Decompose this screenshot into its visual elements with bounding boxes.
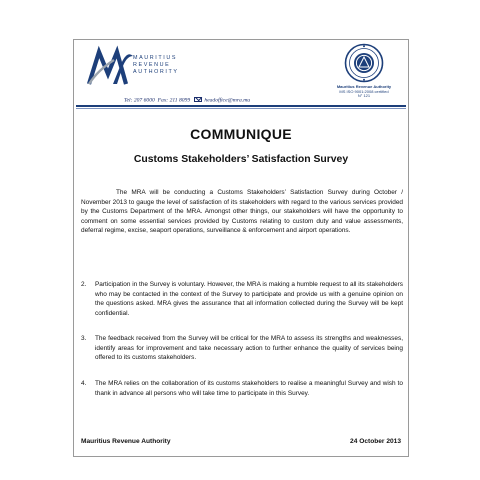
document-subtitle: Customs Stakeholders’ Satisfaction Survey [133,154,349,165]
logo-line-2: REVENUE [133,62,171,68]
document-page [73,39,409,457]
logo-text [133,55,179,76]
seal-caption-org: Mauritius Revenue Authority [336,84,392,89]
header-divider-thin [76,108,406,109]
iso-certification-seal-icon [344,43,384,83]
paragraph-text: The MRA relies on the collaboration of its customs stakeholders to realise a meaningful Survey and wish to thank in advance all persons who will take time to participate in this Survey. [95,380,403,397]
mra-logo-icon [86,44,134,88]
numbered-paragraph-2 [81,280,403,318]
paragraph-number: 2. [81,281,87,288]
document-heading: COMMUNIQUE [190,126,292,142]
logo-line-1: MAURITIUS [133,55,178,61]
seal-caption [329,85,399,99]
contact-email: headoffice@mra.mu [204,97,251,104]
contact-line [74,97,300,103]
mra-logo [86,44,186,90]
header-divider-thick [76,105,406,107]
paragraph-text: Participation in the Survey is voluntary. However, the MRA is making a humble request to all its stakeholders who may be contacted in the context of the Survey to participate and provide us with a genuine opinion on the questions asked. MRA gives the assurance that all information collected during the Survey will be kept confidential. [95,281,403,317]
logo-line-3: AUTHORITY [133,69,179,75]
numbered-paragraph-4 [81,379,403,398]
contact-fax: Fax: 211 8099 [157,97,191,104]
contact-tel: Tel: 207 6000 [123,97,155,104]
footer-date: 24 October 2013 [350,438,401,445]
seal-caption-number: N° 121 [357,93,371,99]
iso-seal [329,43,399,103]
paragraph-text: The feedback received from the Survey will be critical for the MRA to assess its strengths and weaknesses, identify areas for improvement and take necessary action to further enhance the quality of services being offered to its customs stakeholders. [95,335,403,362]
paragraph-number: 4. [81,380,87,387]
numbered-paragraph-3 [81,334,403,363]
footer-organisation: Mauritius Revenue Authority [81,438,171,445]
seal-caption-cert: MS ISO 9001:2008 certified [339,88,389,94]
envelope-icon [194,97,202,102]
intro-paragraph: The MRA will be conducting a Customs Stakeholders’ Satisfaction Survey during October / November 2013 to gauge the level of satisfaction of its stakeholders with regard to the various services provided by the Customs Department of the MRA. Amongst other things, our stakeholders will have the opportunity to comment on some essential services provided by Customs relating to custom duty and value assessments, deferral regime, excise, seaport operations, surveillance & enforcement and airport operations. [81,189,403,235]
paragraph-number: 3. [81,335,87,342]
